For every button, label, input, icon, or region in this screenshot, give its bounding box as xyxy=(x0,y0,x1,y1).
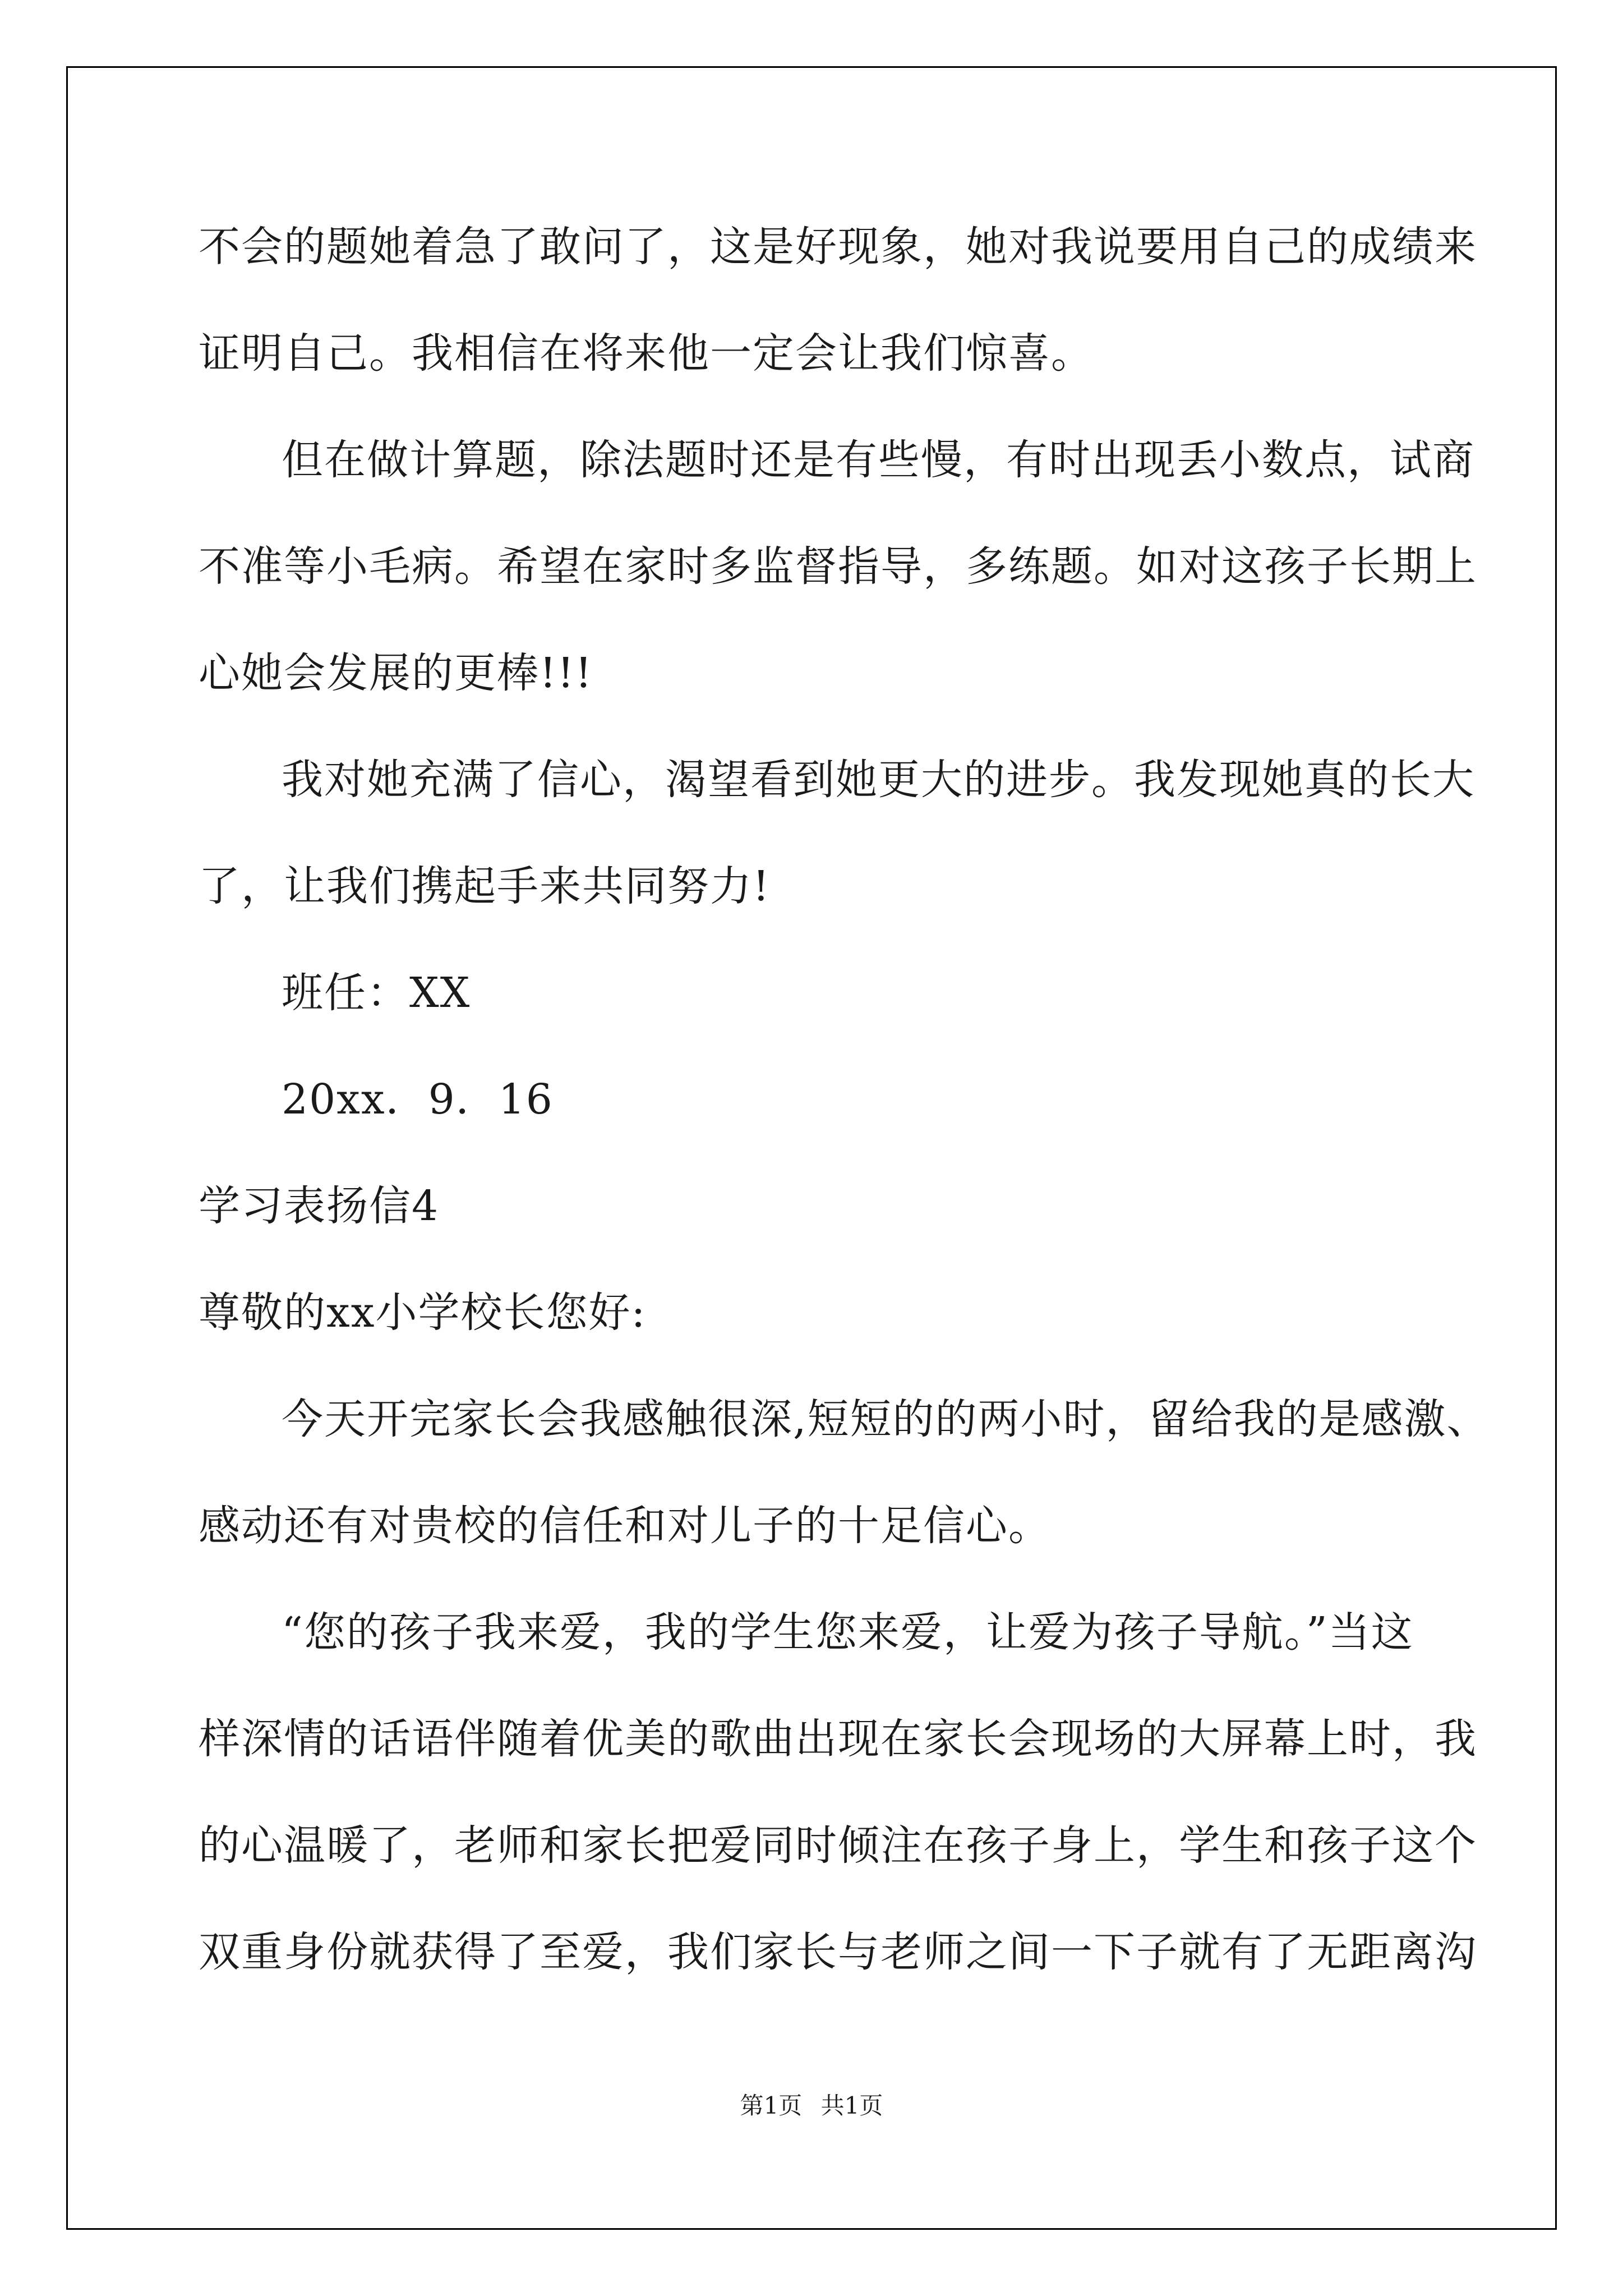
text-line-1: 不会的题她着急了敢问了，这是好现象，她对我说要用自己的成绩来 xyxy=(199,223,1477,271)
text-line-17: 双重身份就获得了至爱，我们家长与老师之间一下子就有了无距离沟 xyxy=(199,1928,1477,1976)
text-line-3: 但在做计算题，除法题时还是有些慢，有时出现丢小数点，试商 xyxy=(282,436,1475,484)
text-line-5: 心她会发展的更棒!!! xyxy=(199,649,593,697)
page-total: 共1页 xyxy=(820,2092,883,2119)
text-line-12: 今天开完家长会我感触很深,短短的的两小时，留给我的是感激、 xyxy=(282,1395,1490,1443)
signature-line: 班任：XX xyxy=(282,969,471,1017)
text-line-15: 样深情的话语伴随着优美的歌曲出现在家长会现场的大屏幕上时，我 xyxy=(199,1715,1477,1763)
text-line-16: 的心温暖了，老师和家长把爱同时倾注在孩子身上，学生和孩子这个 xyxy=(199,1821,1477,1870)
text-line-14: “您的孩子我来爱，我的学生您来爱，让爱为孩子导航。”当这 xyxy=(282,1608,1414,1657)
text-line-4: 不准等小毛病。希望在家时多监督指导，多练题。如对这孩子长期上 xyxy=(199,542,1477,591)
page-footer xyxy=(0,2089,1623,2123)
text-line-6: 我对她充满了信心，渴望看到她更大的进步。我发现她真的长大 xyxy=(282,756,1475,804)
section-title: 学习表扬信4 xyxy=(199,1182,440,1230)
salutation-line: 尊敬的xx小学校长您好: xyxy=(199,1289,647,1337)
text-line-13: 感动还有对贵校的信任和对儿子的十足信心。 xyxy=(199,1502,1051,1550)
page-border xyxy=(66,66,1557,2230)
text-line-7: 了，让我们携起手来共同努力! xyxy=(199,862,771,910)
text-line-2: 证明自己。我相信在将来他一定会让我们惊喜。 xyxy=(199,329,1094,378)
date-line: 20xx．9．16 xyxy=(282,1075,554,1124)
page-number: 第1页 xyxy=(740,2092,803,2119)
